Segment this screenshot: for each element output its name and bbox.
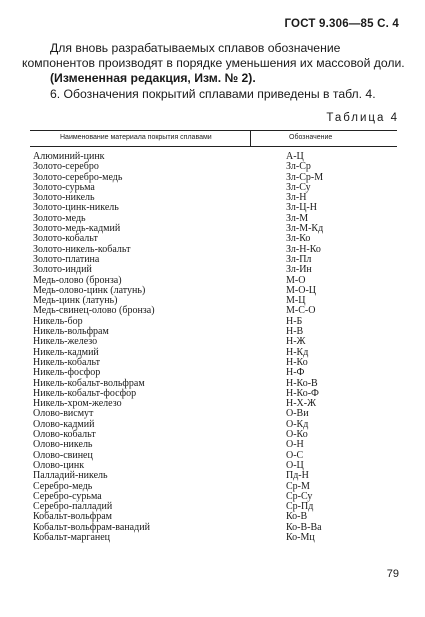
- designation-code: Ко-В-Ва: [286, 521, 322, 533]
- designation-code: Н-В: [286, 326, 304, 338]
- designation-code: Ко-В: [286, 511, 308, 523]
- paragraph-amendment: (Измененная редакция, Изм. № 2).: [50, 71, 256, 85]
- designation-code: О-Ко: [286, 429, 308, 441]
- material-name: Медь-свинец-олово (бронза): [33, 305, 155, 317]
- table-row: [30, 368, 397, 378]
- material-name: Кобальт-вольфрам: [33, 511, 112, 523]
- designation-code: Н-Кд: [286, 346, 309, 358]
- material-name: Олово-висмут: [33, 408, 94, 420]
- designation-code: Зл-М-Кд: [286, 223, 324, 235]
- material-name: Серебро-сурьма: [33, 490, 102, 502]
- designation-code: Н-Х-Ж: [286, 398, 317, 410]
- material-name: Золото-никель: [33, 192, 95, 204]
- material-name: Золото-медь-кадмий: [33, 223, 121, 235]
- designation-code: Ср-Су: [286, 490, 313, 502]
- designation-code: Ср-М: [286, 480, 310, 492]
- designation-code: О-Кд: [286, 418, 309, 430]
- material-name: Медь-олово (бронза): [33, 274, 122, 286]
- designation-code: О-Ц: [286, 459, 304, 471]
- designation-code: Ко-Мц: [286, 531, 315, 543]
- material-name: Золото-цинк-никель: [33, 202, 119, 214]
- material-name: Золото-медь: [33, 212, 86, 224]
- material-name: Кобальт-вольфрам-ванадий: [33, 521, 150, 533]
- material-name: Никель-кобальт-вольфрам: [33, 377, 145, 389]
- table-header-material: Наименование материала покрытия сплавами: [60, 134, 212, 141]
- table-header-rule: [30, 146, 397, 147]
- material-name: Никель-фосфор: [33, 367, 101, 379]
- material-name: Олово-цинк: [33, 459, 85, 471]
- designation-code: Н-Ф: [286, 367, 305, 379]
- designation-code: Зл-Н: [286, 192, 307, 204]
- material-name: Никель-кобальт: [33, 356, 101, 368]
- designation-code: М-С-О: [286, 305, 316, 317]
- designation-code: Зл-Пл: [286, 253, 312, 265]
- designation-code: Н-Ко-Ф: [286, 387, 319, 399]
- paragraph-table-reference: 6. Обозначения покрытий сплавами приведены в табл. 4.: [50, 87, 376, 101]
- designation-code: Зл-Ср: [286, 161, 311, 173]
- designation-code: Зл-Н-Ко: [286, 243, 321, 255]
- table-header-designation: Обозначение: [289, 134, 333, 141]
- material-name: Медь-олово-цинк (латунь): [33, 284, 146, 296]
- designation-code: А-Ц: [286, 151, 304, 162]
- designation-code: Зл-Ц-Н: [286, 202, 317, 214]
- material-name: Никель-кадмий: [33, 346, 99, 358]
- paragraph-alloy-order: Для вновь разрабатываемых сплавов обозначение компонентов производят в порядке уменьшения их массовой доли.: [22, 41, 405, 70]
- material-name: Никель-вольфрам: [33, 326, 109, 338]
- material-name: Медь-цинк (латунь): [33, 295, 118, 307]
- designation-code: Н-Б: [286, 315, 303, 327]
- page-number: 79: [386, 568, 399, 580]
- material-name: Золото-никель-кобальт: [33, 243, 131, 255]
- designation-code: Н-Ко: [286, 356, 308, 368]
- designation-code: Зл-Ко: [286, 233, 311, 245]
- material-name: Серебро-медь: [33, 480, 93, 492]
- designation-code: Ср-Пд: [286, 501, 314, 513]
- material-name: Золото-сурьма: [33, 181, 95, 193]
- table-row: [30, 306, 397, 316]
- material-name: Золото-серебро-медь: [33, 171, 123, 183]
- material-name: Олово-никель: [33, 439, 93, 451]
- designation-code: Зл-Су: [286, 181, 311, 193]
- table-title: Таблица 4: [326, 112, 399, 124]
- material-name: Олово-кобальт: [33, 429, 96, 441]
- material-name: Золото-индий: [33, 264, 92, 276]
- designation-code: О-С: [286, 449, 304, 461]
- designation-code: Н-Ж: [286, 336, 306, 348]
- table-row: [30, 471, 397, 481]
- designation-code: О-Ви: [286, 408, 309, 420]
- material-name: Золото-платина: [33, 253, 100, 265]
- material-name: Олово-свинец: [33, 449, 93, 461]
- designation-code: М-Ц: [286, 295, 306, 307]
- designation-code: Зл-Ин: [286, 264, 312, 276]
- material-name: Алюминий-цинк: [33, 151, 105, 162]
- designation-code: М-О: [286, 274, 306, 286]
- material-name: Палладий-никель: [33, 470, 108, 482]
- material-name: Кобальт-марганец: [33, 531, 111, 543]
- material-name: Никель-железо: [33, 336, 98, 348]
- designation-code: О-Н: [286, 439, 304, 451]
- document-header: ГОСТ 9.306—85 С. 4: [284, 18, 399, 30]
- material-name: Серебро-палладий: [33, 501, 113, 513]
- designation-code: М-О-Ц: [286, 284, 316, 296]
- material-name: Золото-кобальт: [33, 233, 98, 245]
- table-row: [30, 451, 397, 461]
- designation-code: Зл-М: [286, 212, 309, 224]
- designation-code: Пд-Н: [286, 470, 309, 482]
- designation-code: Н-Ко-В: [286, 377, 318, 389]
- material-name: Золото-серебро: [33, 161, 99, 173]
- table-row: [30, 533, 397, 543]
- material-name: Никель-бор: [33, 315, 83, 327]
- table-header-separator: [250, 130, 251, 146]
- material-name: Никель-хром-железо: [33, 398, 122, 410]
- designation-code: Зл-Ср-М: [286, 171, 324, 183]
- material-name: Никель-кобальт-фосфор: [33, 387, 137, 399]
- table-top-rule: [30, 130, 397, 131]
- material-name: Олово-кадмий: [33, 418, 95, 430]
- table-body: [30, 152, 397, 543]
